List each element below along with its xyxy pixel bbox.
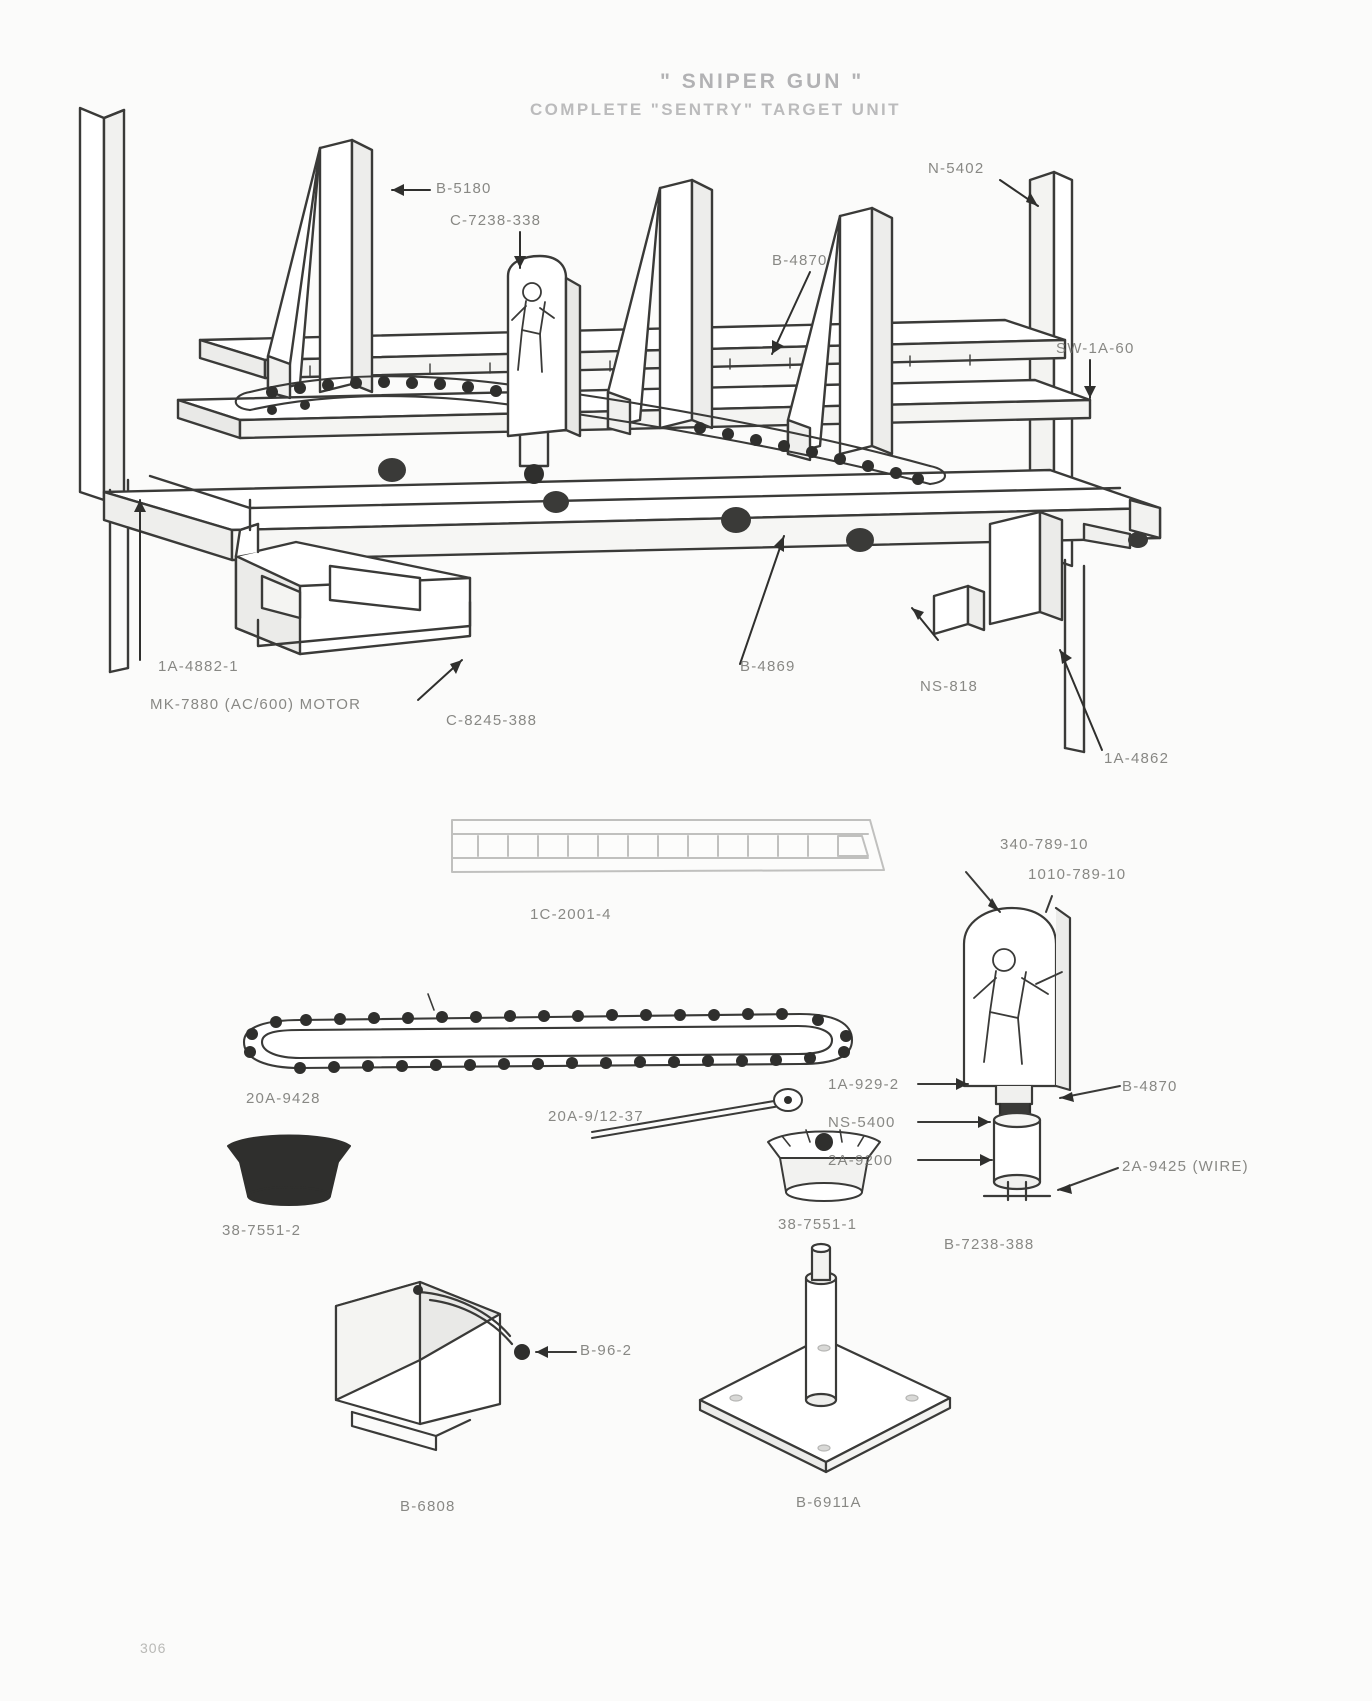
label-mk-7880-motor: MK-7880 (AC/600) MOTOR — [150, 696, 362, 713]
label-1a-929-2: 1A-929-2 — [828, 1076, 900, 1093]
label-1010-789-10: 1010-789-10 — [1028, 866, 1127, 883]
label-340-789-10: 340-789-10 — [1000, 836, 1089, 853]
label-b-7238-388: B-7238-388 — [944, 1236, 1035, 1253]
label-b-6808: B-6808 — [400, 1498, 456, 1515]
label-38-7551-2: 38-7551-2 — [222, 1222, 302, 1239]
label-c-7238-338: C-7238-338 — [450, 212, 542, 229]
label-b-96-2: B-96-2 — [580, 1342, 633, 1359]
label-38-7551-1: 38-7551-1 — [778, 1216, 858, 1233]
page-subtitle: COMPLETE "SENTRY" TARGET UNIT — [530, 100, 901, 119]
label-1c-2001-4: 1C-2001-4 — [530, 906, 612, 923]
label-2a-9200: 2A-9200 — [828, 1152, 894, 1169]
label-ns-5400: NS-5400 — [828, 1114, 896, 1131]
label-1a-4862: 1A-4862 — [1104, 750, 1170, 767]
label-20a-9428: 20A-9428 — [246, 1090, 321, 1107]
label-b-6911a: B-6911A — [796, 1494, 862, 1511]
label-c-8245-388: C-8245-388 — [446, 712, 538, 729]
label-b-4870: B-4870 — [772, 252, 828, 269]
label-b-5180: B-5180 — [436, 180, 492, 197]
label-1a-4882-1: 1A-4882-1 — [158, 658, 239, 675]
page-number: 306 — [140, 1640, 167, 1656]
label-n-5402: N-5402 — [928, 160, 985, 177]
label-b-4869: B-4869 — [740, 658, 796, 675]
label-b-4870-detail: B-4870 — [1122, 1078, 1178, 1095]
label-2a-9425-wire: 2A-9425 (WIRE) — [1122, 1158, 1249, 1175]
page-title: " SNIPER GUN " — [660, 70, 865, 93]
label-ns-818: NS-818 — [920, 678, 979, 695]
label-sw-1a-60: SW-1A-60 — [1056, 340, 1135, 357]
label-20a-9-12-37: 20A-9/12-37 — [548, 1108, 644, 1125]
